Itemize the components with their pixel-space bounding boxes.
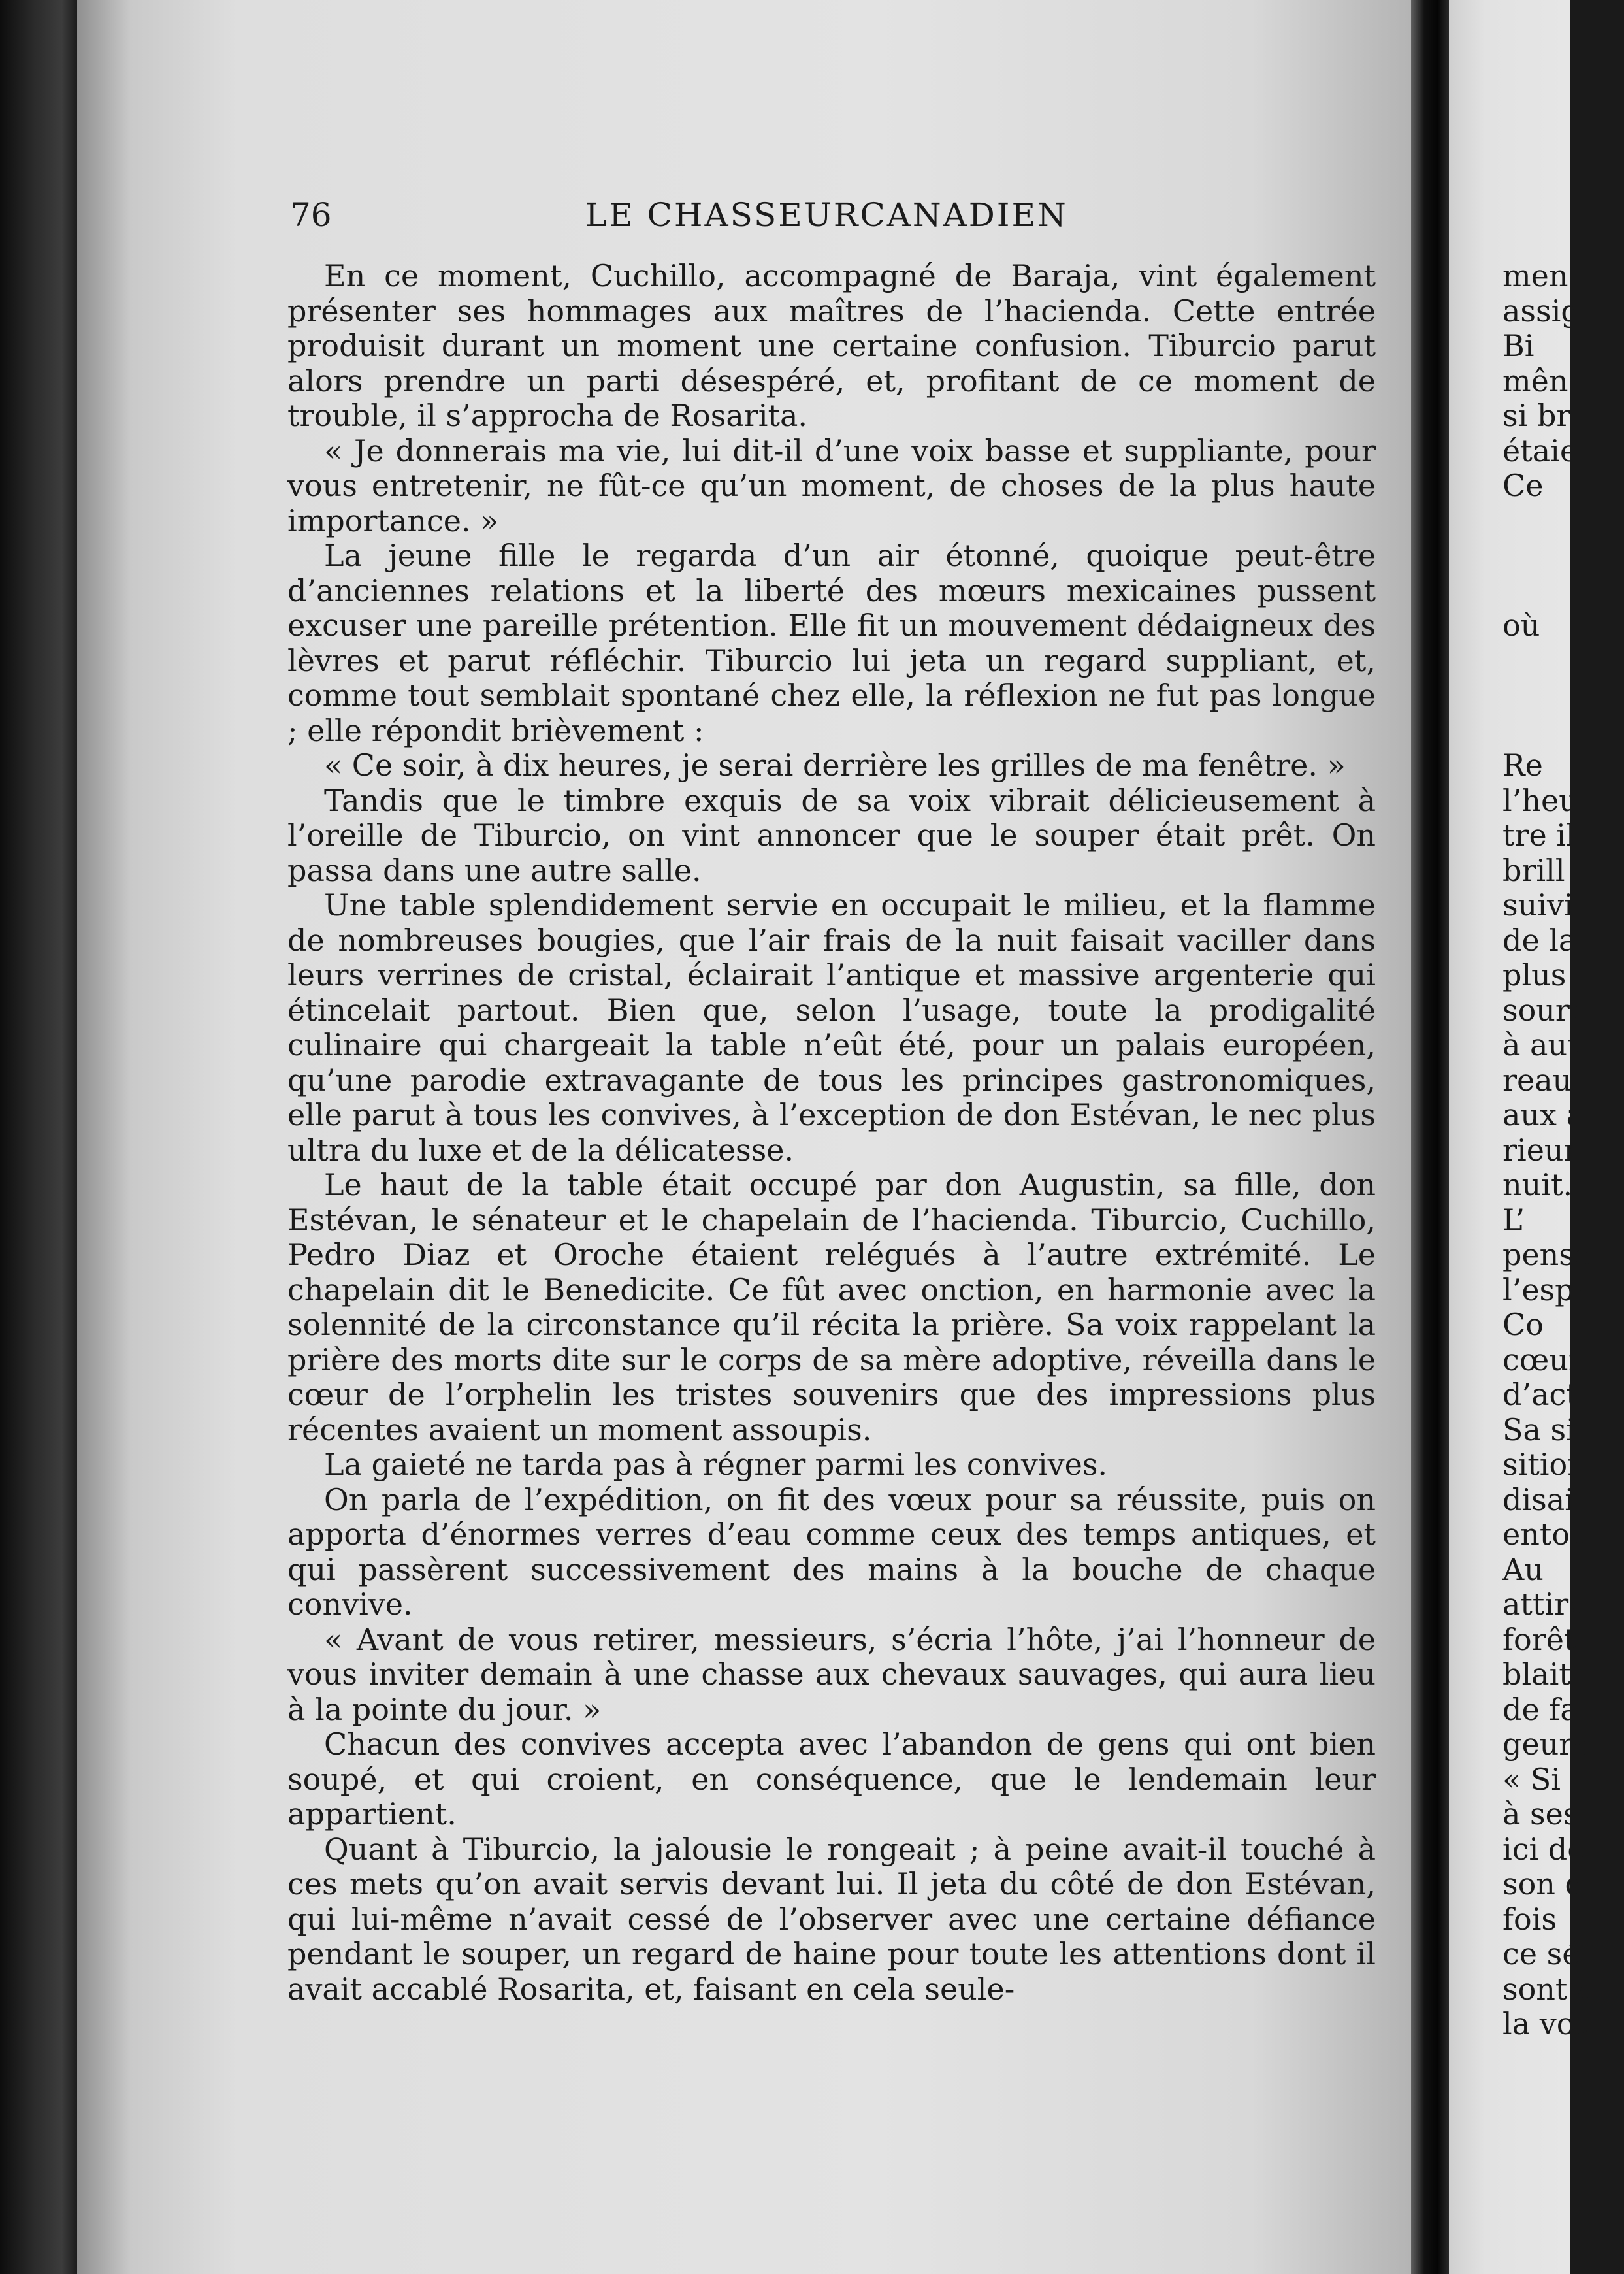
facing-page-fragment: sition xyxy=(1502,1447,1587,1482)
facing-page-fragment: étaie xyxy=(1502,433,1578,469)
paragraph: Le haut de la table était occupé par don Augustin, sa fille, don Estévan, le sénateur et le chapelain de l’hacienda. Tiburcio, Cuchillo, Pedro Diaz et Oroche étaient relégués à l’autre extrémité. Le chapelain dit le Benedicite. Ce fût avec onction, en harmonie avec la solennité de la circonstance qu’il récita la prière. Sa voix rappelant la prière des morts dite sur le corps de sa mère adoptive, réveilla dans le cœur de l’orphelin les tristes souvenirs que des impressions plus récentes avaient un moment assoupis. xyxy=(287,1167,1376,1447)
running-title: LE CHASSEURCANADIEN xyxy=(585,196,1068,234)
paragraph: « Ce soir, à dix heures, je serai derrière les grilles de ma fenêtre. » xyxy=(324,748,1346,783)
facing-page-fragment: ici de xyxy=(1502,1831,1585,1867)
paragraph: Tandis que le timbre exquis de sa voix vibrait délicieusement à l’oreille de Tiburcio, on vint annoncer que le souper était prêt. On passa dans une autre salle. xyxy=(287,782,1376,888)
facing-page-fragment: l’heu xyxy=(1502,782,1578,818)
facing-page-fragment: ce sén xyxy=(1502,1936,1600,1971)
facing-page-fragment: men xyxy=(1502,258,1568,293)
facing-page-fragment: geurs xyxy=(1502,1726,1589,1762)
paragraph: La gaieté ne tarda pas à régner parmi les convives. xyxy=(324,1447,1108,1482)
facing-page-fragment: attira xyxy=(1502,1587,1587,1622)
facing-page-fragment: blait xyxy=(1502,1656,1571,1692)
facing-page-fragment: si br xyxy=(1502,398,1571,433)
facing-page-fragment: nuit. xyxy=(1502,1167,1573,1202)
page-number: 76 xyxy=(290,196,332,234)
facing-page-fragment: Ce xyxy=(1502,468,1544,503)
facing-page-fragment: disai xyxy=(1502,1481,1574,1517)
facing-page-fragment: à ses xyxy=(1502,1796,1579,1832)
paragraph: En ce moment, Cuchillo, accompagné de Baraja, vint également présenter ses hommages aux maîtres de l’hacienda. Cette entrée produisit durant un moment une certaine confusion. Tiburcio parut alors prendre un parti désespéré, et, profitant de ce moment de trouble, il s’approcha de Rosarita. xyxy=(287,258,1376,433)
facing-page-fragment: la vot xyxy=(1502,2006,1587,2041)
facing-page-fragment: Co xyxy=(1502,1307,1544,1342)
facing-page-fragment: à aut xyxy=(1502,1027,1580,1063)
facing-page-fragment: Au xyxy=(1502,1551,1544,1587)
facing-page-fragment: L’ xyxy=(1502,1202,1525,1238)
facing-page-fragment: aux a xyxy=(1502,1097,1585,1132)
facing-page-fragment: son d xyxy=(1502,1866,1584,1902)
facing-page-fragment: Bi xyxy=(1502,328,1535,363)
facing-page-fragment: Re xyxy=(1502,748,1543,783)
facing-page-fragment: forêt. xyxy=(1502,1621,1586,1657)
paragraph: On parla de l’expédition, on fit des vœux pour sa réussite, puis on apporta d’énormes verres d’eau comme ceux des temps antiques, et qui passèrent successivement des mains à la bouche de chaque convive. xyxy=(287,1481,1376,1622)
facing-page-fragment: sourc xyxy=(1502,992,1587,1028)
facing-page-fragment: d’acti xyxy=(1502,1377,1588,1412)
facing-page-fragment: où xyxy=(1502,608,1540,643)
facing-page-fragment: pense xyxy=(1502,1237,1593,1272)
facing-page-fragment: de la xyxy=(1502,922,1577,958)
facing-page-fragment: reau xyxy=(1502,1062,1572,1098)
facing-page-fragment: brill xyxy=(1502,852,1565,888)
paragraph: La jeune fille le regarda d’un air étonné, quoique peut-être d’anciennes relations et la liberté des mœurs mexicaines pussent excuser une pareille prétention. Elle fit un mouvement dédaigneux des lèvres et parut réfléchir. Tiburcio lui jeta un regard suppliant, et, comme tout semblait spontané chez elle, la réflexion ne fut pas longue ; elle répondit brièvement : xyxy=(287,538,1376,748)
facing-page-fragment: fois 1 xyxy=(1502,1901,1585,1937)
facing-page-fragment: plus xyxy=(1502,957,1567,993)
facing-page-fragment: rieur xyxy=(1502,1132,1578,1168)
center-gutter xyxy=(1411,0,1449,2274)
paragraph: « Avant de vous retirer, messieurs, s’écria l’hôte, j’ai l’honneur de vous inviter demain à une chasse aux chevaux sauvages, qui aura lieu à la pointe du jour. » xyxy=(287,1621,1376,1727)
paragraph: « Je donnerais ma vie, lui dit-il d’une voix basse et suppliante, pour vous entretenir, ne fût-ce qu’un moment, de choses de la plus haute importance. » xyxy=(287,433,1376,538)
facing-page-fragment: sont a xyxy=(1502,1971,1595,2007)
page-header xyxy=(290,192,1374,238)
facing-page-fragment: suivi xyxy=(1502,887,1574,923)
facing-page-fragment: assig xyxy=(1502,293,1580,329)
facing-page-fragment: tre il xyxy=(1502,817,1576,853)
facing-page-fragment: Sa si xyxy=(1502,1411,1576,1447)
paragraph: Une table splendidement servie en occupait le milieu, et la flamme de nombreuses bougies, que l’air frais de la nuit faisait vaciller dans leurs verrines de cristal, éclairait l’antique et massive argenterie qui étincelait partout. Bien que, selon l’usage, toute la prodigalité culinaire qui chargeait la table n’eût été, pour un palais européen, qu’une parodie extravagante de tous les principes gastronomiques, elle parut à tous les convives, à l’exception de don Estévan, le nec plus ultra du luxe et de la délicatesse. xyxy=(287,887,1376,1168)
facing-page-fragment: l’espr xyxy=(1502,1272,1589,1308)
facing-page-fragment: cœur xyxy=(1502,1342,1583,1377)
facing-page-fragment: « Si xyxy=(1502,1761,1561,1797)
paragraph: Chacun des convives accepta avec l’abandon de gens qui ont bien soupé, et qui croient, en conséquence, que le lendemain leur appartient. xyxy=(287,1726,1376,1832)
facing-page-fragment: entou xyxy=(1502,1517,1589,1552)
facing-page-fragment: mên xyxy=(1502,363,1568,399)
page-body xyxy=(287,259,1376,2007)
left-binding-edge xyxy=(0,0,77,2274)
paragraph: Quant à Tiburcio, la jalousie le rongeait ; à peine avait-il touché à ces mets qu’on avait servis devant lui. Il jeta du côté de don Estévan, qui lui-même n’avait cessé de l’observer avec une certaine défiance pendant le souper, un regard de haine pour toute les attentions dont il avait accablé Rosarita, et, faisant en cela seule- xyxy=(287,1831,1376,2007)
facing-page-fragment: de fai xyxy=(1502,1691,1588,1727)
